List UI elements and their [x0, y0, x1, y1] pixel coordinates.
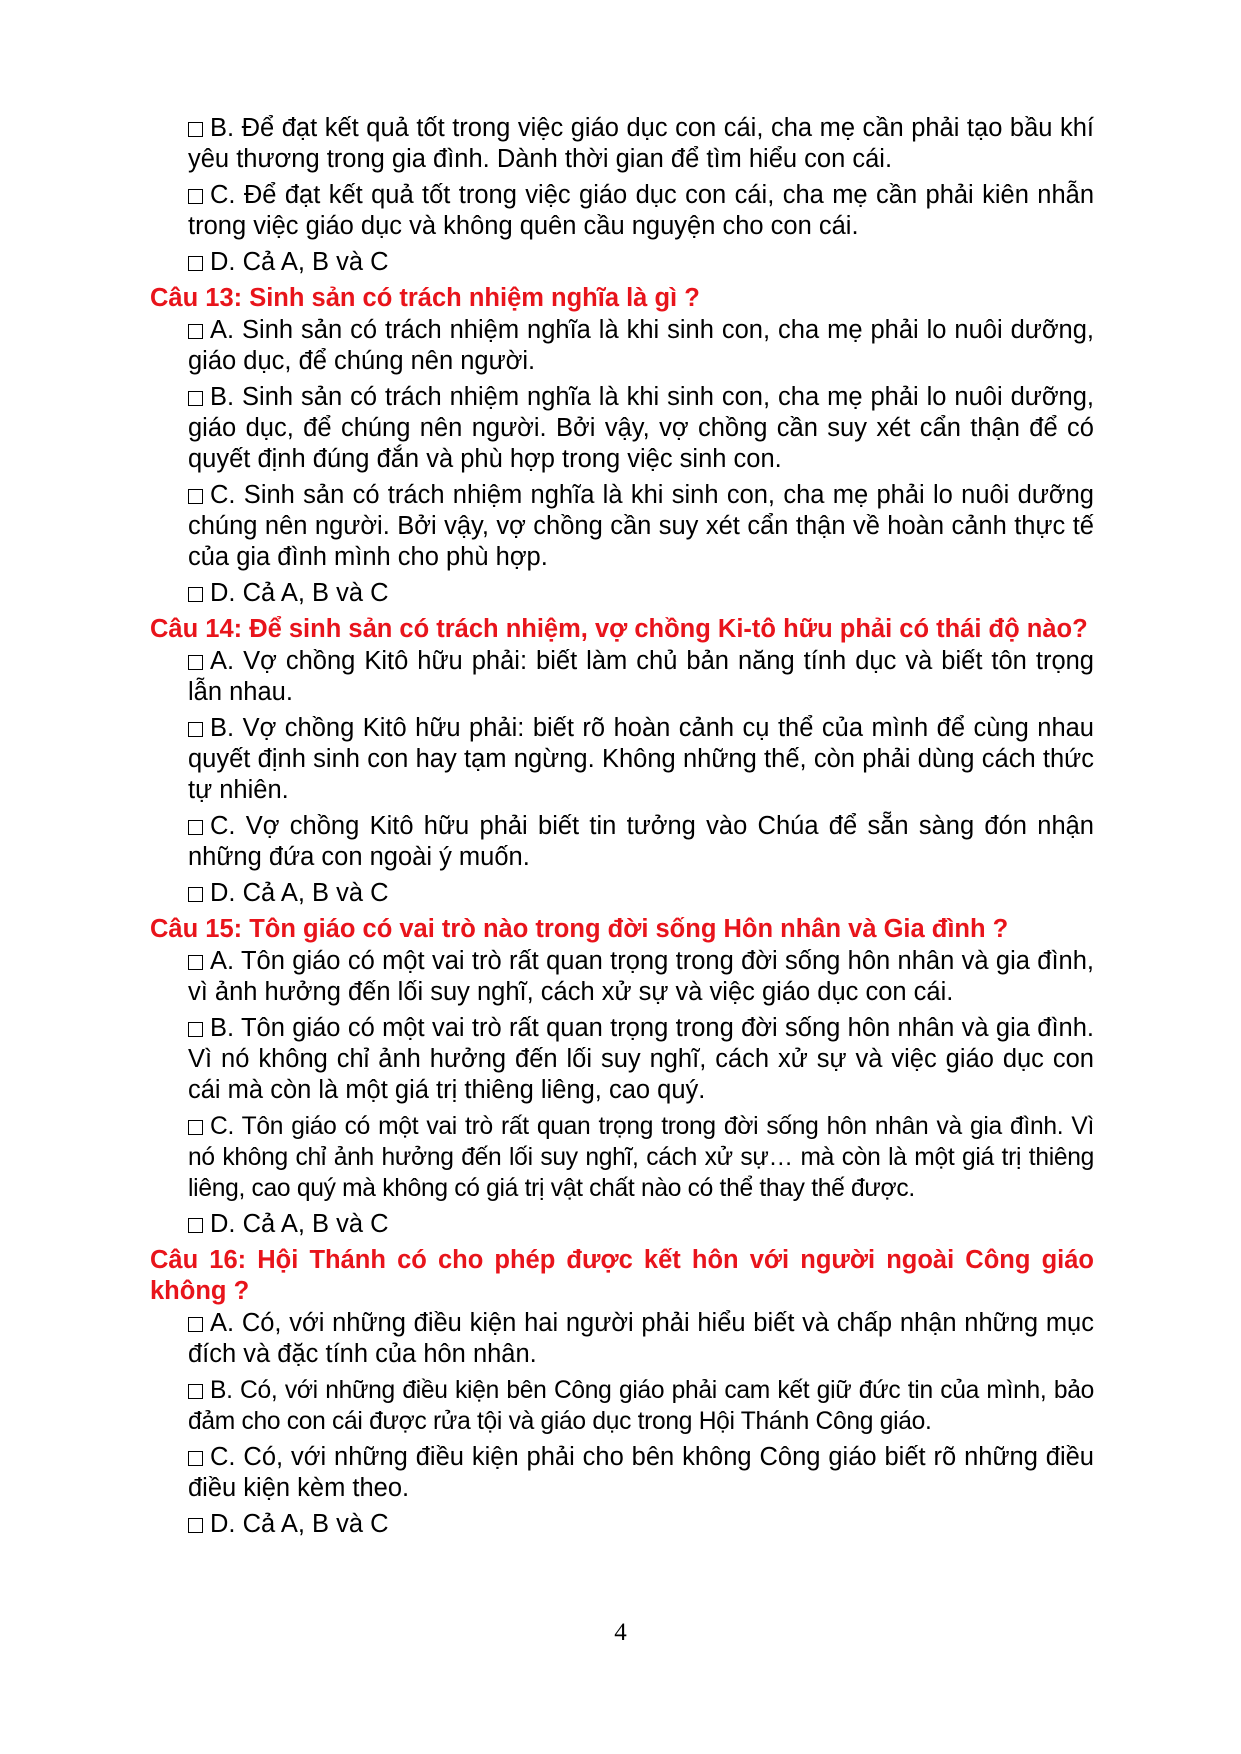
option-item[interactable]: [188, 382, 1094, 475]
option-item[interactable]: [188, 1509, 1094, 1540]
checkbox-icon[interactable]: [188, 1518, 203, 1533]
option-text: B. Có, với những điều kiện bên Công giáo phải cam kết giữ đức tin của mình, bảo đảm cho con cái được rửa tội và giáo dục trong Hội Thánh Công giáo.: [188, 1377, 1094, 1435]
option-item[interactable]: [188, 1111, 1094, 1204]
checkbox-icon[interactable]: [188, 1218, 203, 1233]
question-title: Câu 16: Hội Thánh có cho phép được kết hôn với người ngoài Công giáo không ?: [150, 1246, 1094, 1305]
option-text: A. Sinh sản có trách nhiệm nghĩa là khi sinh con, cha mẹ phải lo nuôi dưỡng, giáo dục, để chúng nên người.: [188, 316, 1094, 375]
option-item[interactable]: [188, 1308, 1094, 1370]
prelude-options: [150, 113, 1094, 278]
option-text: B. Sinh sản có trách nhiệm nghĩa là khi sinh con, cha mẹ phải lo nuôi dưỡng, giáo dục, để chúng nên người. Bởi vậy, vợ chồng cần suy xét cẩn thận để có quyết định đúng đắn và phù hợp trong việc sinh con.: [188, 383, 1094, 473]
option-item[interactable]: [188, 480, 1094, 573]
checkbox-icon[interactable]: [188, 820, 203, 835]
option-item[interactable]: [188, 113, 1094, 175]
option-item[interactable]: [188, 946, 1094, 1008]
option-item[interactable]: [188, 578, 1094, 609]
checkbox-icon[interactable]: [188, 256, 203, 271]
checkbox-icon[interactable]: [188, 1120, 203, 1135]
question-15: [150, 914, 1094, 1240]
option-text: C. Có, với những điều kiện phải cho bên không Công giáo biết rõ những điều điều kiện kèm theo.: [188, 1443, 1094, 1502]
option-text: C. Sinh sản có trách nhiệm nghĩa là khi sinh con, cha mẹ phải lo nuôi dưỡng chúng nên người. Bởi vậy, vợ chồng cần suy xét cẩn thận về hoàn cảnh thực tế của gia đình mình cho phù hợp.: [188, 481, 1094, 571]
checkbox-icon[interactable]: [188, 391, 203, 406]
checkbox-icon[interactable]: [188, 324, 203, 339]
option-item[interactable]: [188, 811, 1094, 873]
checkbox-icon[interactable]: [188, 189, 203, 204]
option-item[interactable]: [188, 878, 1094, 909]
checkbox-icon[interactable]: [188, 587, 203, 602]
option-item[interactable]: [188, 1442, 1094, 1504]
checkbox-icon[interactable]: [188, 122, 203, 137]
option-text: B. Tôn giáo có một vai trò rất quan trọng trong đời sống hôn nhân và gia đình. Vì nó không chỉ ảnh hưởng đến lối suy nghĩ, cách xử sự và việc giáo dục con cái mà còn là một giá trị thiêng liêng, cao quý.: [188, 1014, 1094, 1104]
checkbox-icon[interactable]: [188, 1022, 203, 1037]
option-item[interactable]: [188, 713, 1094, 806]
option-item[interactable]: [188, 180, 1094, 242]
option-text: C. Vợ chồng Kitô hữu phải biết tin tưởng vào Chúa để sẵn sàng đón nhận những đứa con ngoài ý muốn.: [188, 812, 1094, 871]
page-number: 4: [614, 1619, 627, 1646]
question-16: [150, 1245, 1094, 1540]
question-13: [150, 283, 1094, 609]
option-text: B. Vợ chồng Kitô hữu phải: biết rõ hoàn cảnh cụ thể của mình để cùng nhau quyết định sinh con hay tạm ngừng. Không những thế, còn phải dùng cách thức tự nhiên.: [188, 714, 1094, 804]
option-text: B. Để đạt kết quả tốt trong việc giáo dục con cái, cha mẹ cần phải tạo bầu khí yêu thương trong gia đình. Dành thời gian để tìm hiểu con cái.: [188, 114, 1094, 173]
question-title: Câu 15: Tôn giáo có vai trò nào trong đời sống Hôn nhân và Gia đình ?: [150, 915, 1009, 943]
option-text: D. Cả A, B và C: [210, 248, 389, 276]
option-text: D. Cả A, B và C: [210, 579, 389, 607]
checkbox-icon[interactable]: [188, 887, 203, 902]
option-item[interactable]: [188, 1013, 1094, 1106]
option-text: D. Cả A, B và C: [210, 879, 389, 907]
checkbox-icon[interactable]: [188, 1451, 203, 1466]
option-item[interactable]: [188, 247, 1094, 278]
option-item[interactable]: [188, 646, 1094, 708]
checkbox-icon[interactable]: [188, 1317, 203, 1332]
checkbox-icon[interactable]: [188, 655, 203, 670]
checkbox-icon[interactable]: [188, 489, 203, 504]
question-14: [150, 614, 1094, 909]
checkbox-icon[interactable]: [188, 722, 203, 737]
page-content: [150, 113, 1094, 1545]
option-text: C. Tôn giáo có một vai trò rất quan trọng trong đời sống hôn nhân và gia đình. Vì nó không chỉ ảnh hưởng đến lối suy nghĩ, cách xử sự… mà còn là một giá trị thiêng liêng, cao quý mà không có giá trị vật chất nào có thể thay thế được.: [188, 1113, 1094, 1202]
option-text: D. Cả A, B và C: [210, 1210, 389, 1238]
option-text: A. Có, với những điều kiện hai người phải hiểu biết và chấp nhận những mục đích và đặc tính của hôn nhân.: [188, 1309, 1094, 1368]
checkbox-icon[interactable]: [188, 955, 203, 970]
option-item[interactable]: [188, 1375, 1094, 1437]
option-text: A. Vợ chồng Kitô hữu phải: biết làm chủ bản năng tính dục và biết tôn trọng lẫn nhau.: [188, 647, 1094, 706]
question-title: Câu 14: Để sinh sản có trách nhiệm, vợ chồng Ki-tô hữu phải có thái độ nào?: [150, 615, 1088, 643]
option-text: A. Tôn giáo có một vai trò rất quan trọng trong đời sống hôn nhân và gia đình, vì ảnh hưởng đến lối suy nghĩ, cách xử sự và việc giáo dục con cái.: [188, 947, 1094, 1006]
checkbox-icon[interactable]: [188, 1384, 203, 1399]
question-title: Câu 13: Sinh sản có trách nhiệm nghĩa là gì ?: [150, 284, 700, 312]
option-text: C. Để đạt kết quả tốt trong việc giáo dục con cái, cha mẹ cần phải kiên nhẫn trong việc giáo dục và không quên cầu nguyện cho con cái.: [188, 181, 1094, 240]
option-text: D. Cả A, B và C: [210, 1510, 389, 1538]
option-item[interactable]: [188, 1209, 1094, 1240]
option-item[interactable]: [188, 315, 1094, 377]
